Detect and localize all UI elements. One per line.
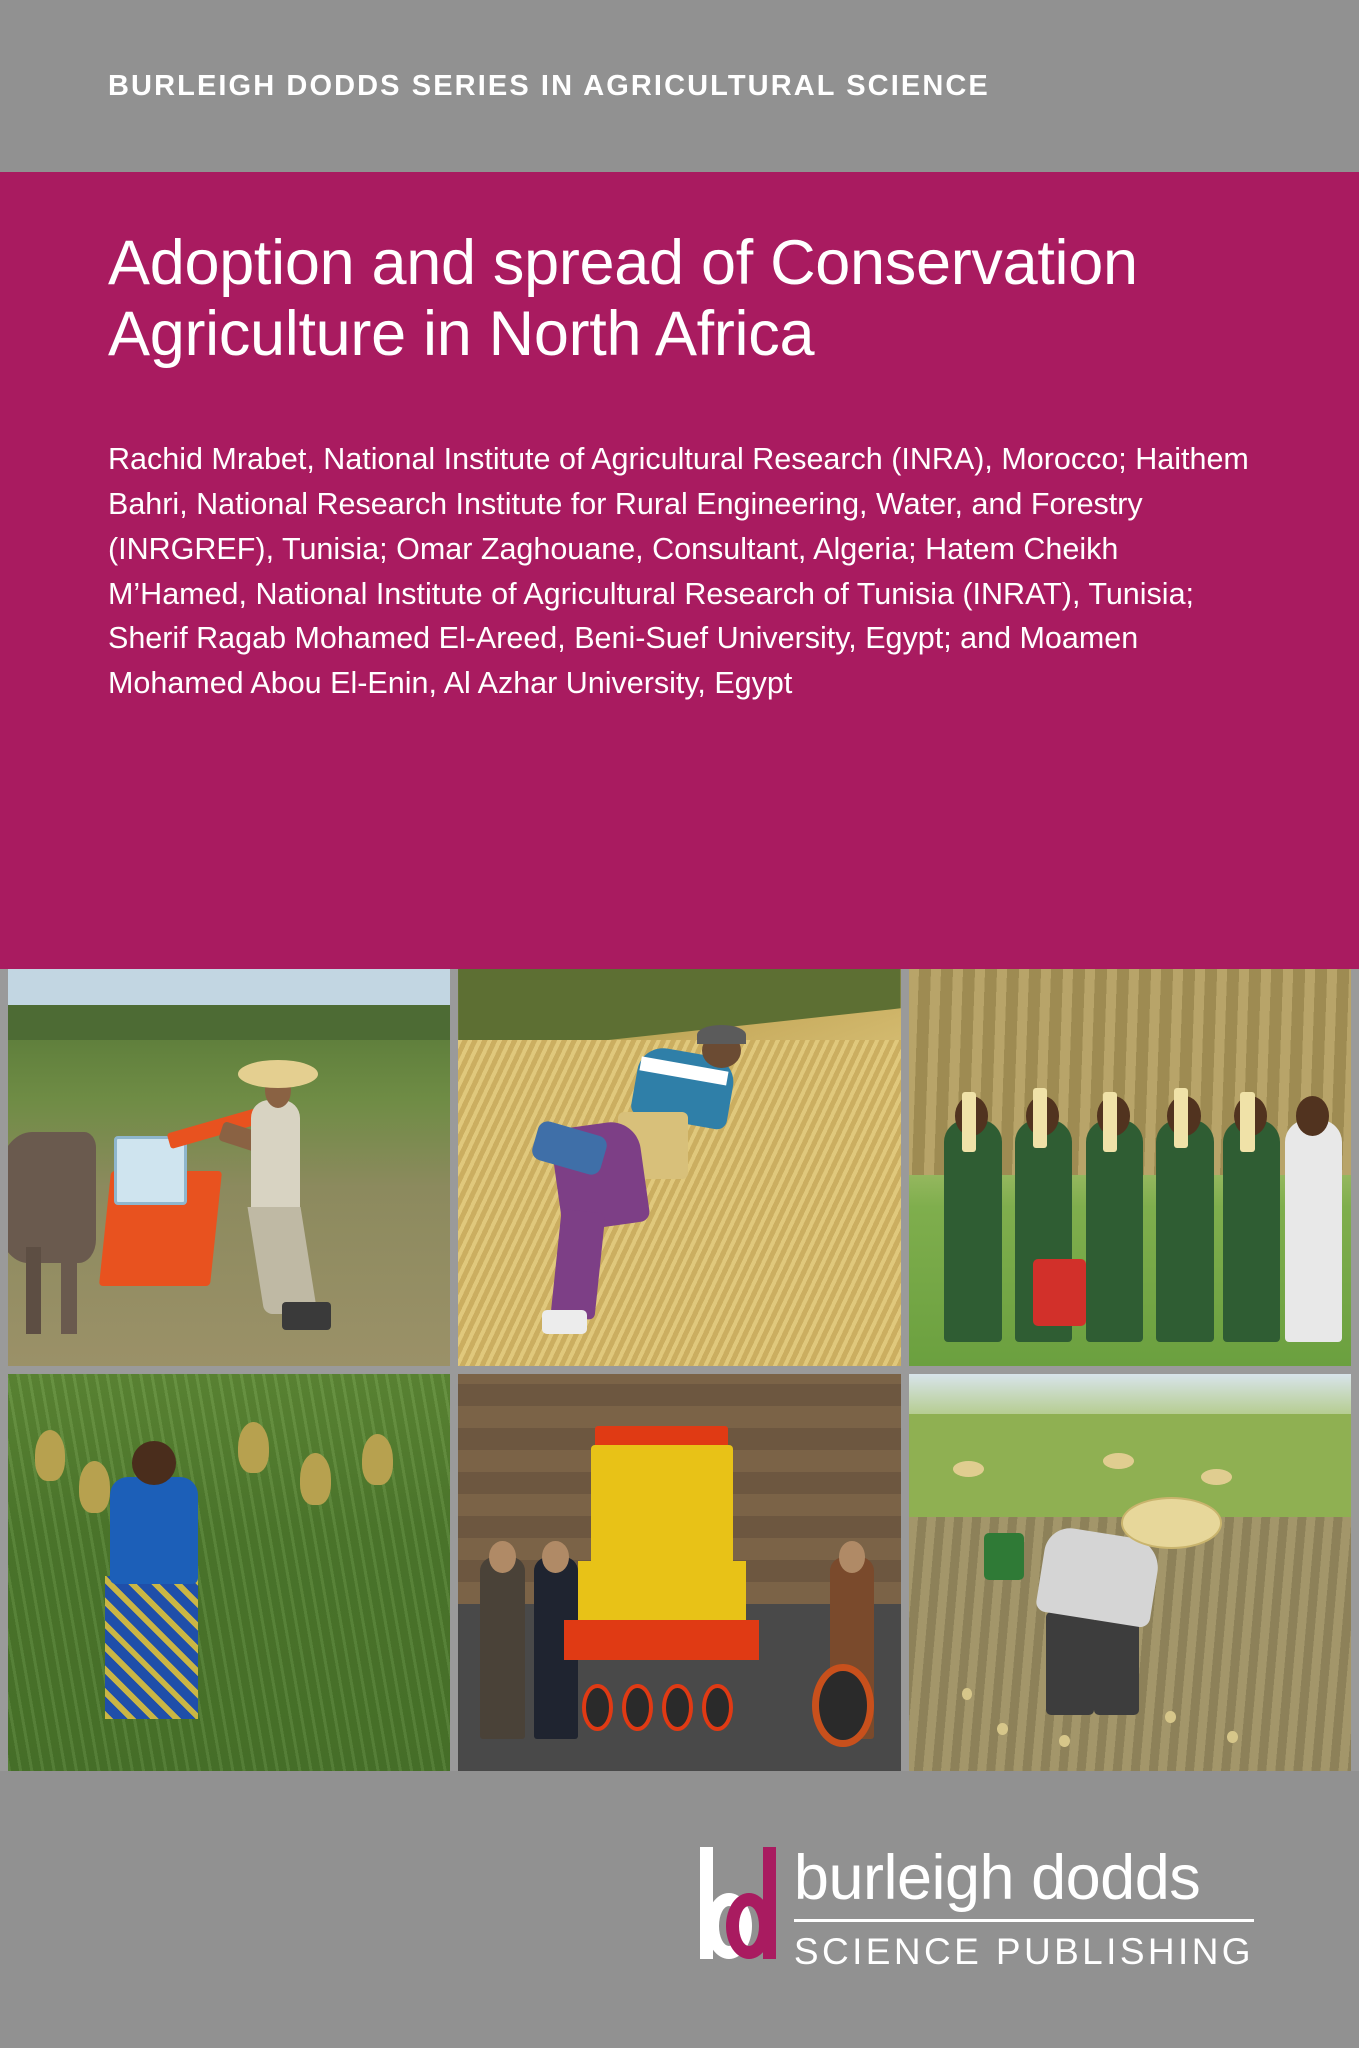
farmer-boot bbox=[282, 1302, 331, 1330]
sorghum-panicle bbox=[79, 1461, 110, 1513]
author-list: Rachid Mrabet, National Institute of Agricultural Research (INRA), Morocco; Haithem Bahri, National Research Institute for Rural Engineering, Water, and Forestry (INRGREF), Tunisia; Omar Zaghouane, Consultant, Algeria; Hatem Cheikh M’Hamed, National Institute of Agricultural Research of Tunisia (INRAT), Tunisia; Sherif Ragab Mohamed El-Areed, Beni-Suef University, Egypt; and Moamen Mohamed Abou El-Enin, Al Azhar University, Egypt bbox=[108, 442, 1249, 701]
maize-cob bbox=[1103, 1092, 1117, 1152]
treeline bbox=[8, 1005, 450, 1041]
press-wheel bbox=[662, 1684, 693, 1732]
publisher-tagline: SCIENCE PUBLISHING bbox=[793, 1930, 1254, 1972]
series-band bbox=[0, 0, 1359, 172]
publisher-footer bbox=[0, 1771, 1359, 2048]
maize-cob bbox=[962, 1092, 976, 1152]
man-head bbox=[839, 1541, 866, 1573]
sorghum-panicle bbox=[35, 1430, 66, 1482]
red-bag bbox=[1033, 1259, 1086, 1326]
photo-harvesting-crew bbox=[909, 1374, 1351, 1771]
tuber bbox=[962, 1688, 973, 1700]
skirt-pattern bbox=[105, 1576, 198, 1719]
ox bbox=[8, 1132, 96, 1263]
photo-woman-in-sorghum-field bbox=[8, 1374, 450, 1771]
photo-no-till-seeder bbox=[458, 1374, 900, 1771]
publisher-name-block bbox=[793, 1842, 1254, 1973]
seeder-hopper bbox=[591, 1445, 733, 1564]
tuber bbox=[1059, 1735, 1070, 1747]
tuber bbox=[997, 1723, 1008, 1735]
ox-leg bbox=[26, 1247, 41, 1334]
worker-leg bbox=[1046, 1612, 1095, 1715]
farmer-legs bbox=[247, 1207, 317, 1314]
farmer bbox=[1156, 1120, 1214, 1342]
farmer bbox=[1086, 1120, 1144, 1342]
photo-farmers-with-maize-cobs bbox=[909, 969, 1351, 1366]
title-block bbox=[0, 172, 1359, 969]
woman-blouse bbox=[110, 1477, 198, 1584]
ox-leg bbox=[61, 1247, 76, 1334]
sorghum-panicle bbox=[300, 1453, 331, 1505]
maize-cob bbox=[1240, 1092, 1254, 1152]
worker-cap bbox=[697, 1025, 746, 1045]
tuber bbox=[1227, 1731, 1238, 1743]
harvest-sack bbox=[984, 1533, 1024, 1581]
press-wheel bbox=[582, 1684, 613, 1732]
farmer bbox=[944, 1120, 1002, 1342]
woman-head bbox=[132, 1441, 176, 1485]
sorghum-panicle bbox=[362, 1434, 393, 1486]
farmer-body bbox=[251, 1100, 300, 1219]
photo-ox-drawn-planter bbox=[8, 969, 450, 1366]
worker-leg bbox=[1094, 1616, 1138, 1715]
bd-monogram-icon bbox=[696, 1847, 780, 1963]
transport-wheel bbox=[812, 1664, 874, 1747]
page-title: Adoption and spread of Conservation Agriculture in North Africa bbox=[108, 228, 1138, 369]
man-head bbox=[489, 1541, 516, 1573]
logo-divider bbox=[794, 1919, 1254, 1922]
sorghum-crops bbox=[8, 1374, 450, 1771]
maize-cob bbox=[1174, 1088, 1188, 1148]
conical-hat bbox=[1201, 1469, 1232, 1485]
man-head bbox=[542, 1541, 569, 1573]
maize-cob bbox=[1033, 1088, 1047, 1148]
publisher-logo bbox=[696, 1842, 1254, 1973]
photo-straw-mulch bbox=[458, 969, 900, 1366]
press-wheel bbox=[702, 1684, 733, 1732]
conical-hat bbox=[1121, 1497, 1222, 1549]
sorghum-panicle bbox=[238, 1422, 269, 1474]
series-title: BURLEIGH DODDS SERIES IN AGRICULTURAL SCIENCE bbox=[108, 69, 990, 102]
man bbox=[480, 1557, 524, 1740]
conical-hat bbox=[953, 1461, 984, 1477]
farmer-head bbox=[1296, 1096, 1329, 1136]
farmer bbox=[1285, 1120, 1343, 1342]
second-worker-shoe bbox=[542, 1310, 586, 1334]
publisher-name: burleigh dodds bbox=[793, 1842, 1201, 1913]
cover-photo-grid bbox=[8, 969, 1351, 1771]
seeder-frame bbox=[564, 1620, 759, 1660]
farmer bbox=[1223, 1120, 1281, 1342]
press-wheel bbox=[622, 1684, 653, 1732]
straw-hat bbox=[238, 1060, 318, 1088]
